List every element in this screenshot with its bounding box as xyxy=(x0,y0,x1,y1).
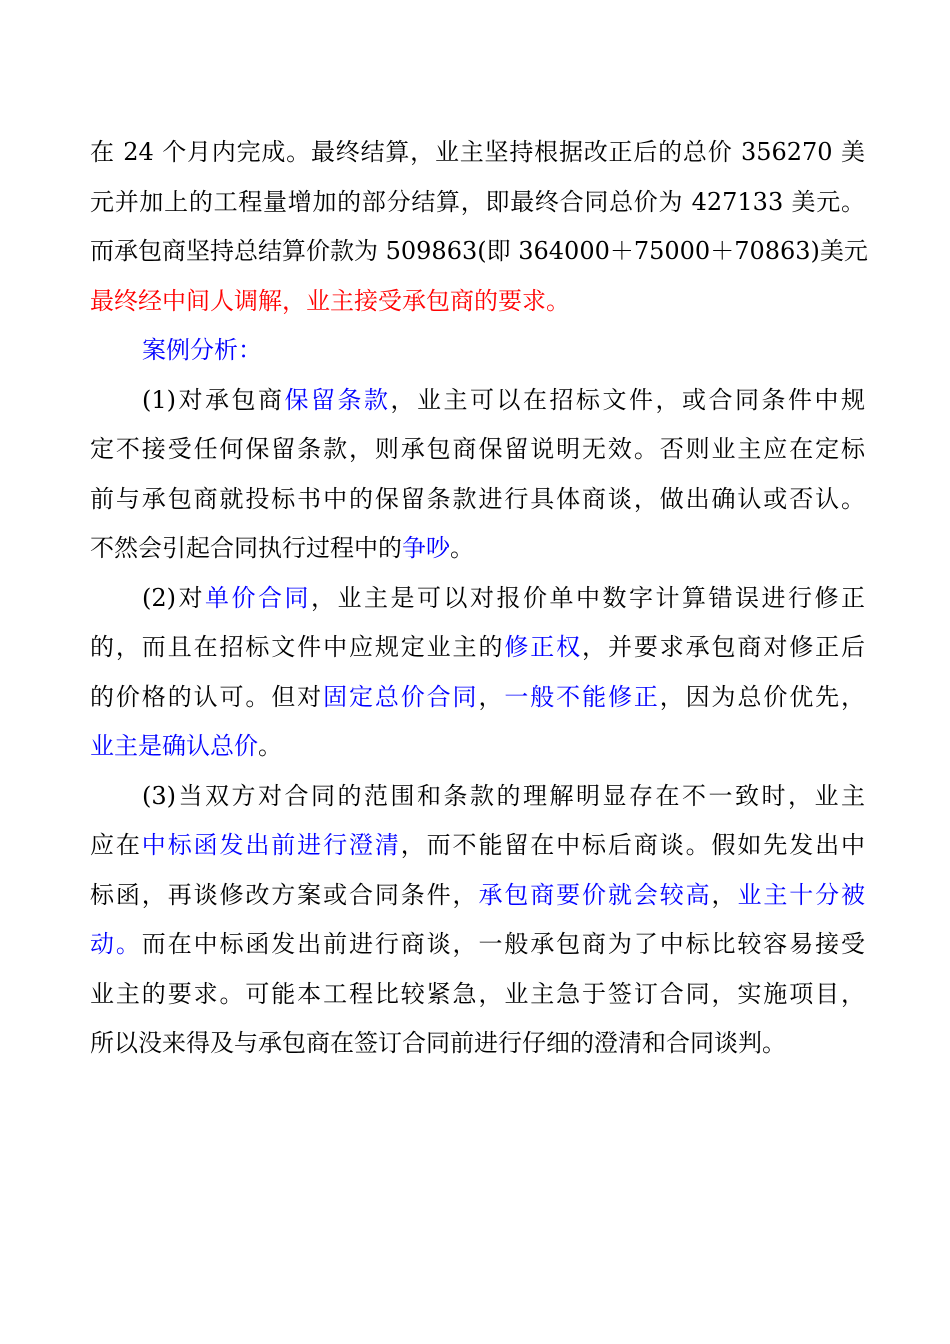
intro-line-2: 元并加上的工程量增加的部分结算，即最终合同总价为 427133 美元。 xyxy=(90,187,865,216)
p2-highlight-unit-price-contract: 单价合同 xyxy=(205,583,311,612)
intro-line-1: 在 24 个月内完成。最终结算，业主坚持根据改正后的总价 356270 美 xyxy=(90,138,865,166)
p3-text: ， xyxy=(711,880,738,909)
p2-text: ， xyxy=(478,682,505,711)
p3-text: 标函，再谈修改方案或合同条件， xyxy=(90,880,479,909)
p2-highlight-no-correction: 一般不能修正 xyxy=(504,682,660,711)
p2-text: ，并要求承包商对修正后 xyxy=(582,633,866,661)
p1-line-2: 定不接受任何保留条款，则承包商保留说明无效。否则业主应在定标 xyxy=(90,435,865,463)
p2-highlight-owner-confirms: 业主是确认总价 xyxy=(90,732,258,760)
p2-text: 。 xyxy=(258,732,282,760)
p2-line-4 xyxy=(90,722,865,772)
p1-text: (1)对承包商 xyxy=(142,385,285,414)
p3-text: 应在 xyxy=(90,831,142,859)
p1-text: 不然会引起合同执行过程中的 xyxy=(90,534,402,562)
p3-line-2 xyxy=(90,821,865,871)
p2-text: ，业主是可以对报价单中数字计算错误进行修正 xyxy=(311,583,865,612)
p1-text: ，业主可以在招标文件，或合同条件中规 xyxy=(390,385,865,414)
p3-line-1: (3)当双方对合同的范围和条款的理解明显存在不一致时，业主 xyxy=(142,781,865,810)
p2-line-2 xyxy=(90,623,865,673)
p1-text: 。 xyxy=(450,534,474,562)
p3-highlight-owner-passive-cont: 动。 xyxy=(90,930,142,958)
p2-line-1 xyxy=(90,574,865,624)
p3-highlight-higher-price: 承包商要价就会较高 xyxy=(478,880,712,909)
p2-text: 的价格的认可。但对 xyxy=(90,682,324,711)
p2-text: ，因为总价优先， xyxy=(659,682,866,711)
p3-text: 而在中标函发出前进行商谈，一般承包商为了中标比较容易接受 xyxy=(141,930,866,958)
p3-line-4 xyxy=(90,920,865,970)
p3-line-3 xyxy=(90,871,865,921)
p1-line-3: 前与承包商就投标书中的保留条款进行具体商谈，做出确认或否认。 xyxy=(90,484,865,513)
document-body xyxy=(90,128,868,1069)
p1-line-4 xyxy=(90,524,865,574)
p2-text: 的，而且在招标文件中应规定业主的 xyxy=(90,633,505,661)
intro-line-3: 而承包商坚持总结算价款为 509863(即 364000＋75000＋70863)美元 xyxy=(90,237,868,265)
p3-highlight-owner-passive: 业主十分被 xyxy=(737,880,866,909)
p1-line-1 xyxy=(90,376,865,426)
p1-highlight-dispute: 争吵 xyxy=(402,534,450,562)
p2-line-3 xyxy=(90,673,865,723)
p1-highlight-reservation-clause: 保留条款 xyxy=(284,385,391,414)
p3-line-6: 所以没来得及与承包商在签订合同前进行仔细的澄清和合同谈判。 xyxy=(90,1029,786,1057)
intro-conclusion-red: 最终经中间人调解，业主接受承包商的要求。 xyxy=(90,286,570,315)
p3-line-5: 业主的要求。可能本工程比较紧急，业主急于签订合同，实施项目， xyxy=(90,979,865,1008)
p3-highlight-clarify-before-award: 中标函发出前进行澄清 xyxy=(141,831,401,859)
p2-highlight-correction-right: 修正权 xyxy=(504,633,583,661)
p2-text: (2)对 xyxy=(142,583,205,612)
p3-text: ，而不能留在中标后商谈。假如先发出中 xyxy=(400,831,866,859)
p2-highlight-fixed-total-contract: 固定总价合同 xyxy=(323,682,479,711)
analysis-heading: 案例分析： xyxy=(142,336,262,364)
